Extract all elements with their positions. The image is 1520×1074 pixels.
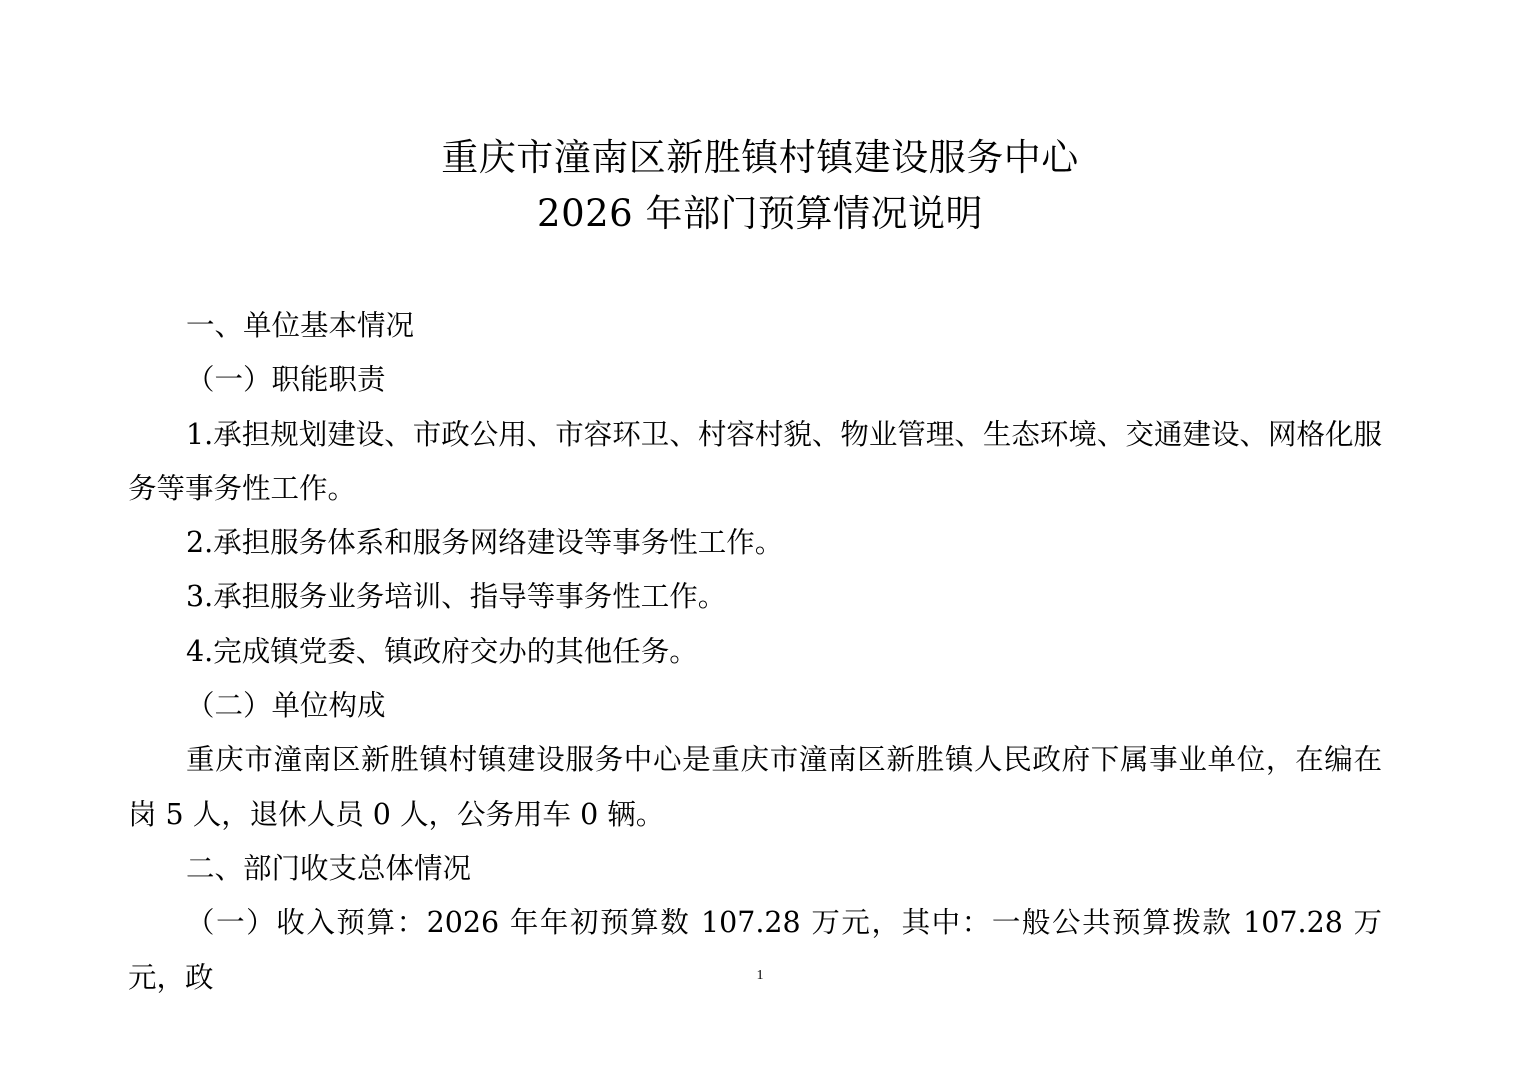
body-paragraph: （一）收入预算：2026 年年初预算数 107.28 万元，其中：一般公共预算拨款 107.28 万元，政	[128, 906, 1382, 994]
document-title-line1: 重庆市潼南区新胜镇村镇建设服务中心	[441, 136, 1079, 179]
section-heading: 一、单位基本情况	[186, 309, 415, 342]
body-paragraph: 1.承担规划建设、市政公用、市容环卫、村容村貌、物业管理、生态环境、交通建设、网格化服务等事务性工作。	[128, 417, 1382, 505]
body-paragraph: 2.承担服务体系和服务网络建设等事务性工作。	[186, 526, 784, 560]
subsection-heading: （二）单位构成	[186, 689, 386, 723]
body-paragraph: 重庆市潼南区新胜镇村镇建设服务中心是重庆市潼南区新胜镇人民政府下属事业单位，在编在岗 5 人，退休人员 0 人，公务用车 0 辆。	[128, 743, 1382, 831]
section-heading: 二、部门收支总体情况	[186, 851, 472, 885]
document-body	[128, 299, 1382, 1005]
page-number: 1	[756, 968, 764, 983]
subsection-heading: （一）职能职责	[186, 363, 386, 397]
body-paragraph: 4.完成镇党委、镇政府交办的其他任务。	[186, 634, 698, 668]
document-title-line2: 2026 年部门预算情况说明	[537, 192, 983, 235]
body-paragraph: 3.承担服务业务培训、指导等事务性工作。	[186, 580, 727, 614]
